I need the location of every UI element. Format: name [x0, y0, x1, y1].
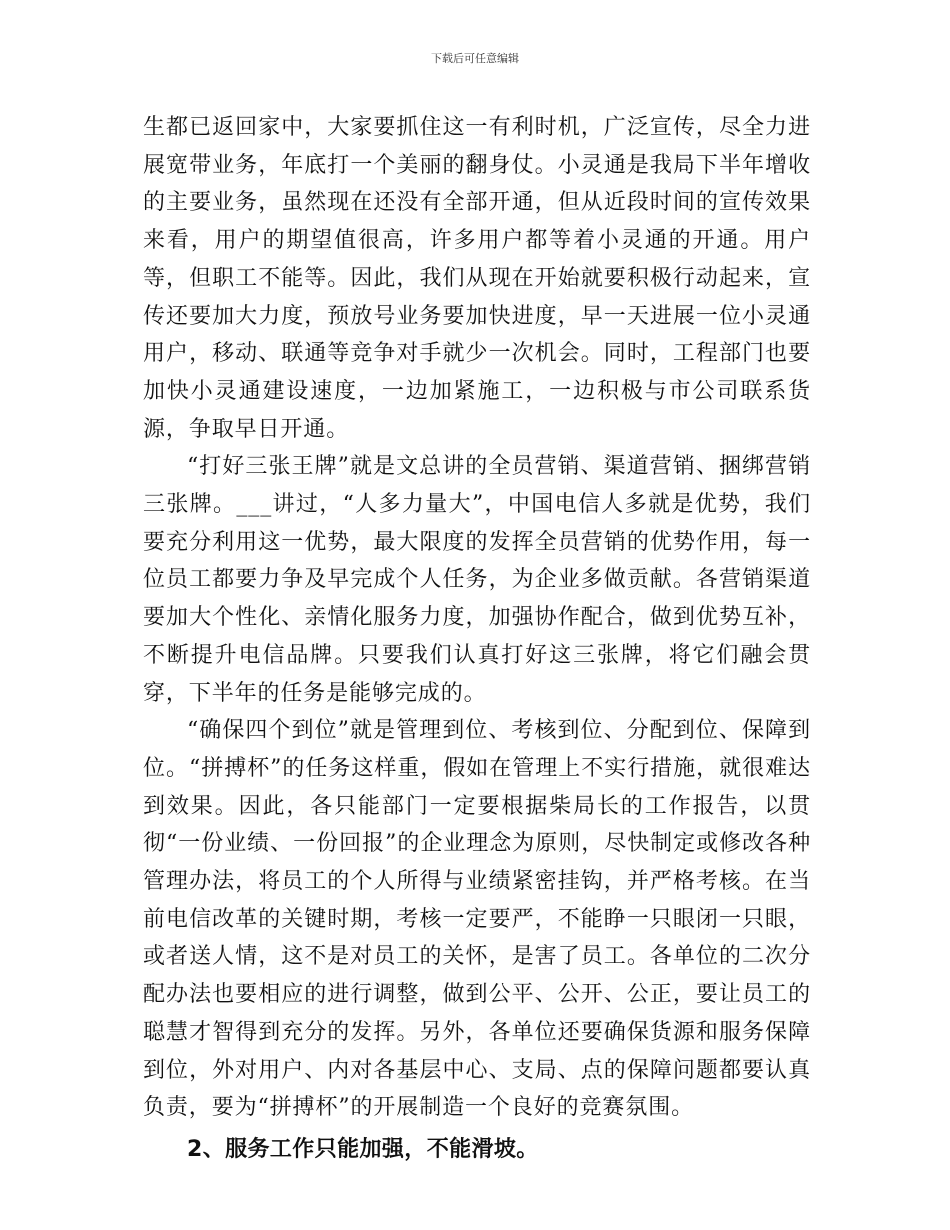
- paragraph-four-in-place: “确保四个到位”就是管理到位、考核到位、分配到位、保障到位。“拼搏杯”的任务这样重，假如在管理上不实行措施，就很难达到效果。因此，各只能部门一定要根据柴局长的工作报告，以贯彻“一份业绩、一份回报”的企业理念为原则，尽快制定或修改各种管理办法，将员工的个人所得与业绩紧密挂钩，并严格考核。在当前电信改革的关键时期，考核一定要严，不能睁一只眼闭一只眼，或者送人情，这不是对员工的关怀，是害了员工。各单位的二次分配办法也要相应的进行调整，做到公平、公开、公正，要让员工的聪慧才智得到充分的发挥。另外，各单位还要确保货源和服务保障到位，外对用户、内对各基层中心、支局、点的保障问题都要认真负责，要为“拼搏杯”的开展制造一个良好的竞赛氛围。: [143, 718, 811, 1121]
- paragraph-three-trump-cards: “打好三张王牌”就是文总讲的全员营销、渠道营销、捆绑营销三张牌。___讲过，“人多力量大”，中国电信人多就是优势，我们要充分利用这一优势，最大限度的发挥全员营销的优势作用，每一位员工都要力争及早完成个人任务，为企业多做贡献。各营销渠道要加大个性化、亲情化服务力度，加强协作配合，做到优势互补，不断提升电信品牌。只要我们认真打好这三张牌，将它们融会贯穿，下半年的任务是能够完成的。: [143, 454, 811, 706]
- section-heading: 2、服务工作只能加强，不能滑坡。: [187, 1136, 539, 1162]
- paragraph-continuation: 生都已返回家中，大家要抓住这一有利时机，广泛宣传，尽全力进展宽带业务，年底打一个美丽的翻身仗。小灵通是我局下半年增收的主要业务，虽然现在还没有全部开通，但从近段时间的宣传效果来看，用户的期望值很高，许多用户都等着小灵通的开通。用户等，但职工不能等。因此，我们从现在开始就要积极行动起来，宣传还要加大力度，预放号业务要加快进度，早一天进展一位小灵通用户，移动、联通等竞争对手就少一次机会。同时，工程部门也要加快小灵通建设速度，一边加紧施工，一边积极与市公司联系货源，争取早日开通。: [143, 115, 811, 442]
- document-body: [143, 109, 811, 1169]
- page-header: 下载后可任意编辑: [431, 52, 519, 65]
